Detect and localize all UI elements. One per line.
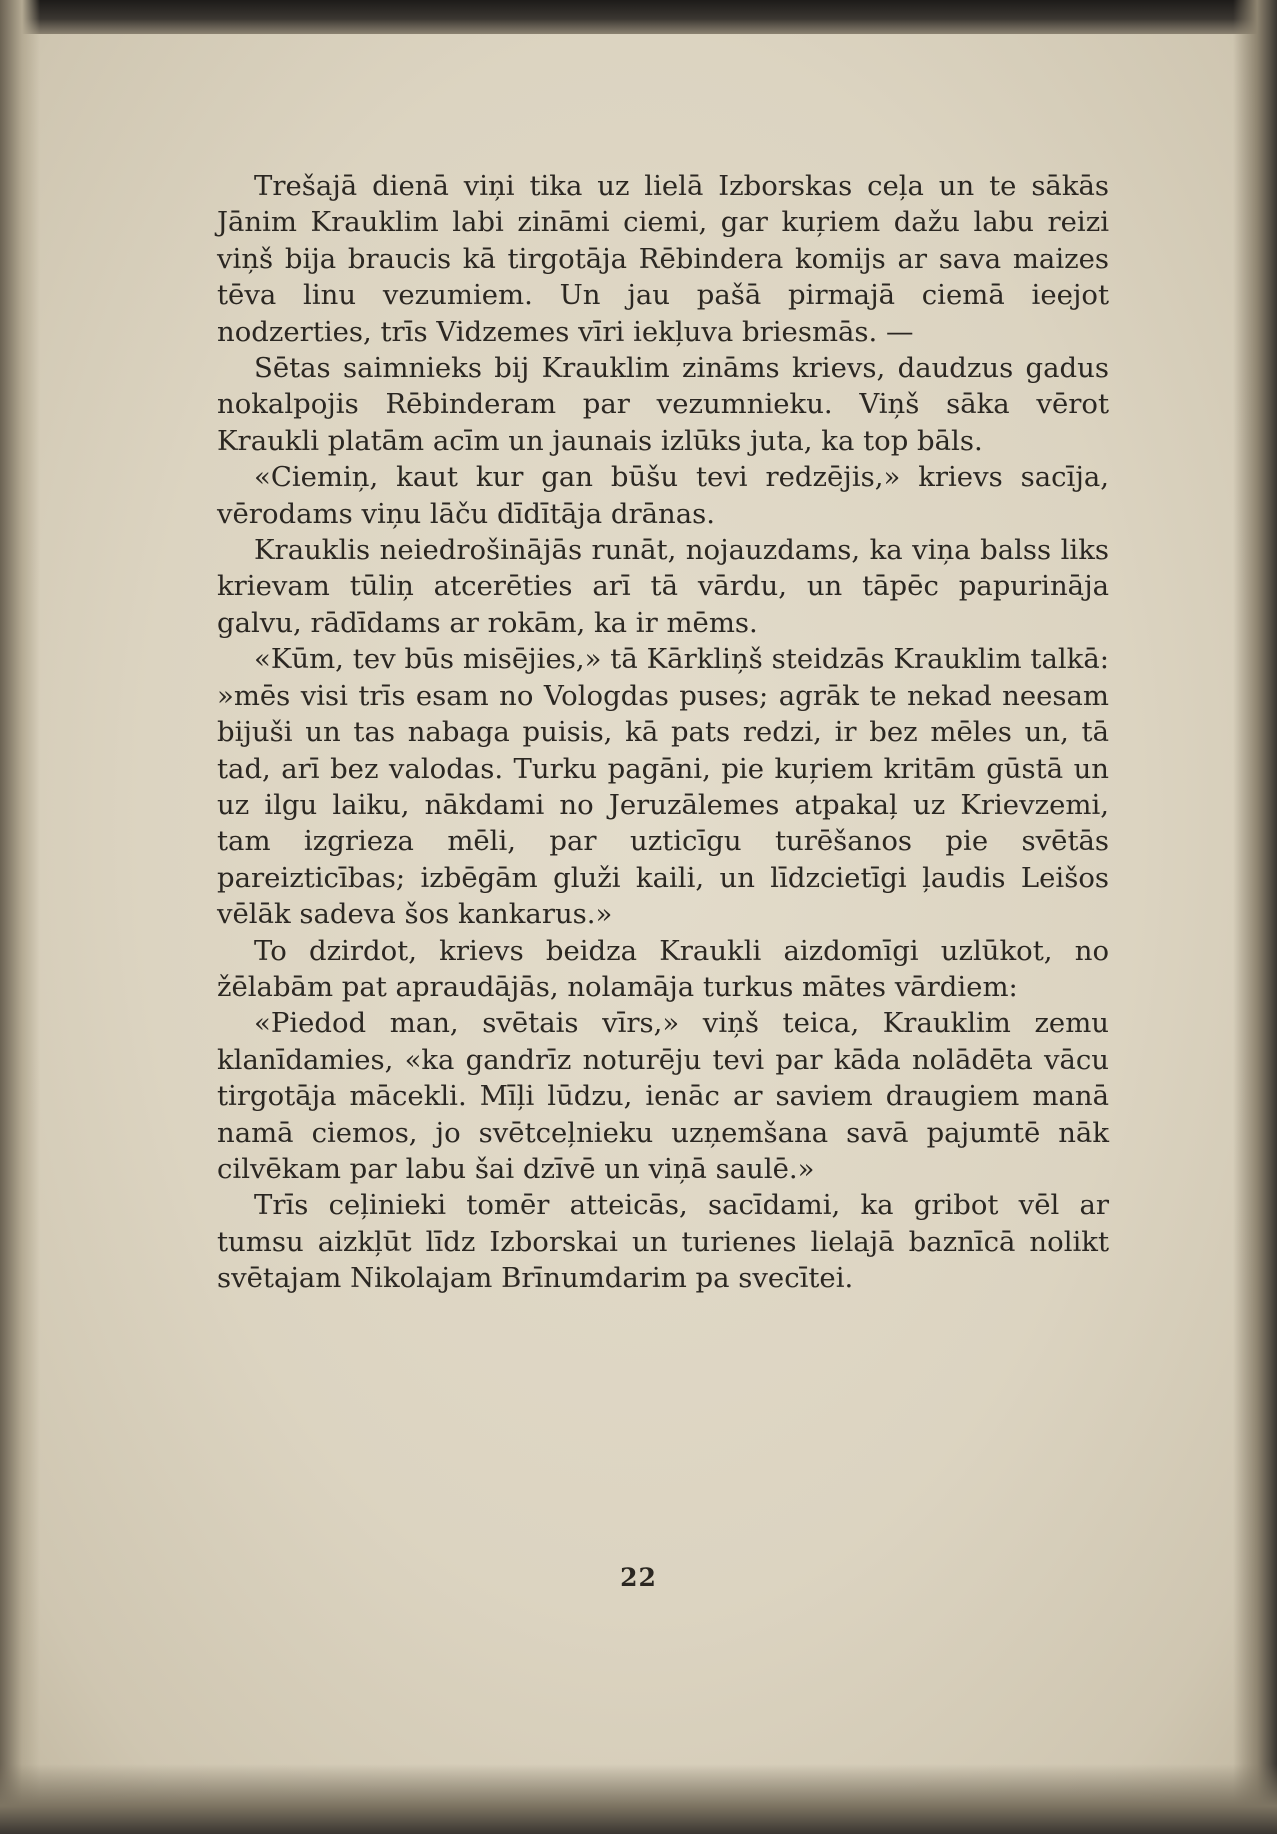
page-right-edge [1233, 0, 1277, 1834]
paragraph: «Kūm, tev būs misējies,» tā Kārkliņš steidzās Krauklim talkā: »mēs visi trīs esam no Vologdas puses; agrāk te nekad neesam bijuši un tas nabaga puisis, kā pats redzi, ir bez mēles un, tā tad, arī bez valodas. Turku pagāni, pie kuŗiem kritām gūstā un uz ilgu laiku, nākdami no Jeruzālemes atpakaļ uz Krievzemi, tam izgrieza mēli, par uzticīgu turēšanos pie svētās pareizticības; izbēgām gluži kaili, un līdzcietīgi ļaudis Leišos vēlāk sadeva šos kankarus.» [217, 643, 1109, 931]
page-top-edge [0, 0, 1277, 34]
page-left-edge [0, 0, 40, 1834]
paragraph: Sētas saimnieks bij Krauklim zināms krievs, daudzus gadus nokalpojis Rēbinderam par vezumnieku. Viņš sāka vērot Kraukli platām acīm un jaunais izlūks juta, ka top bāls. [217, 352, 1109, 457]
paragraph: «Ciemiņ, kaut kur gan būšu tevi redzējis,» krievs sacīja, vērodams viņu lāču dīdītāja drānas. [217, 461, 1109, 530]
paragraph: To dzirdot, krievs beidza Kraukli aizdomīgi uzlūkot, no žēlabām pat apraudājās, nolamāja turkus mātes vārdiem: [217, 934, 1109, 1003]
paragraph: Trīs ceļinieki tomēr atteicās, sacīdami, ka gribot vēl ar tumsu aizkļūt līdz Izborskai un turienes lielajā baznīcā nolikt svētajam Nikolajam Brīnumdarim pa svecītei. [217, 1189, 1109, 1295]
page-number: 22 [620, 1563, 657, 1592]
paragraph: Krauklis neiedrošinājās runāt, nojauzdams, ka viņa balss liks krievam tūliņ atcerēties arī tā vārdu, un tāpēc papurināja galvu, rādīdams ar rokām, ka ir mēms. [217, 534, 1109, 639]
paragraph: «Piedod man, svētais vīrs,» viņš teica, Krauklim zemu klanīdamies, «ka gandrīz noturēju tevi par kāda nolādēta vācu tirgotāja mācekli. Mīļi lūdzu, ienāc ar saviem draugiem manā namā ciemos, jo svētceļnieku uzņemšana savā pajumtē nāk cilvēkam par labu šai dzīvē un viņā saulē.» [217, 1007, 1109, 1185]
page-bottom-edge [0, 1764, 1277, 1834]
paragraph: Trešajā dienā viņi tika uz lielā Izborskas ceļa un te sākās Jānim Krauklim labi zināmi ciemi, gar kuŗiem dažu labu reizi viņš bija braucis kā tirgotāja Rēbindera komijs ar sava maizes tēva linu vezumiem. Un jau pašā pirmajā ciemā ieejot nodzerties, trīs Vidzemes vīri iekļuva briesmās. — [217, 170, 1109, 348]
body-text [217, 168, 1109, 1297]
